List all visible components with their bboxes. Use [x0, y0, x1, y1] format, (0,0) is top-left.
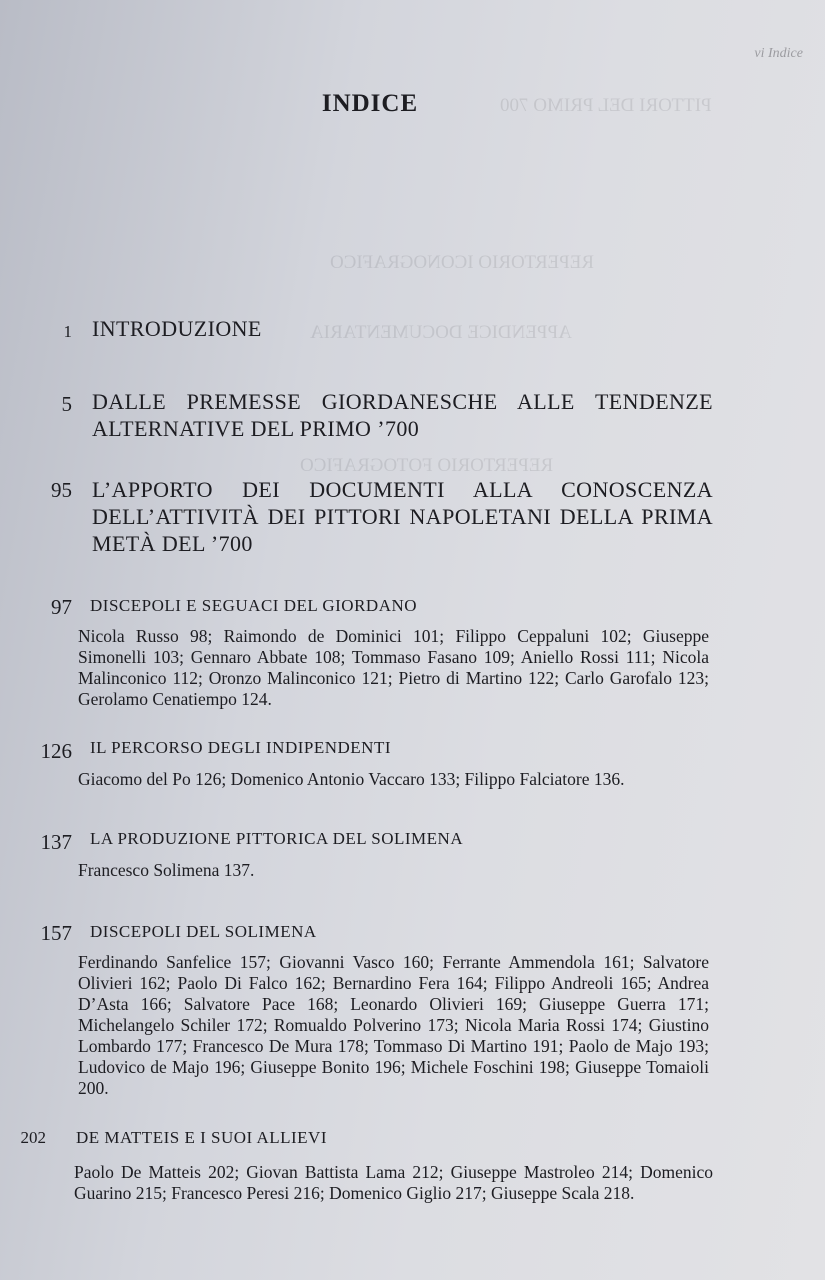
subsection-title-solimena: LA PRODUZIONE PITTORICA DEL SOLIMENA	[90, 829, 464, 848]
subsection-names: Giacomo del Po 126; Domenico Antonio Vaccaro 133; Filippo Falciatore 136.	[78, 769, 625, 789]
subsection-page-number: 137	[40, 830, 72, 854]
page-title: INDICE	[321, 90, 419, 117]
subsection-page-number: 202	[20, 1128, 46, 1147]
show-through-text: PITTORI DEL PRIMO 700	[500, 95, 712, 116]
running-head: vi Indice	[754, 46, 803, 61]
subsection-title-discepoli-giordano: DISCEPOLI E SEGUACI DEL GIORDANO	[90, 596, 418, 615]
subsection-names: Nicola Russo 98; Raimondo de Dominici 101; Filippo Ceppaluni 102; Giuseppe Simonelli 103; Gennaro Abbate 108; Tommaso Fasano 109; Aniello Rossi 111; Nicola Malinconico 112; Oronzo Malinconico 121; Pietro di Martino 122; Carlo Garofalo 123; Gerolamo Cenatiempo 124.	[78, 626, 709, 709]
show-through-text: REPERTORIO ICONOGRAFICO	[330, 252, 595, 273]
subsection-page-number: 126	[40, 739, 72, 763]
entry-page-number: 95	[51, 478, 72, 502]
entry-title-introduzione: INTRODUZIONE	[92, 316, 262, 341]
subsection-names: Paolo De Matteis 202; Giovan Battista Lama 212; Giuseppe Mastroleo 214; Domenico Guarino 215; Francesco Peresi 216; Domenico Giglio 217; Giuseppe Scala 218.	[74, 1162, 713, 1203]
subsection-names: Ferdinando Sanfelice 157; Giovanni Vasco 160; Ferrante Ammendola 161; Salvatore Olivieri 162; Paolo Di Falco 162; Bernardino Fera 164; Filippo Andreoli 165; Andrea D’Asta 166; Salvatore Pace 168; Leonardo Olivieri 169; Giuseppe Guerra 171; Michelangelo Schiler 172; Romualdo Polverino 173; Nicola Maria Rossi 174; Giustino Lombardo 177; Francesco De Mura 178; Tommaso Di Martino 191; Paolo de Majo 193; Ludovico de Majo 196; Giuseppe Bonito 196; Michele Foschini 198; Giuseppe Tomaioli 200.	[78, 952, 709, 1098]
subsection-title-de-matteis: DE MATTEIS E I SUOI ALLIEVI	[76, 1128, 327, 1147]
subsection-title-discepoli-solimena: DISCEPOLI DEL SOLIMENA	[90, 922, 317, 941]
show-through-text: APPENDICE DOCUMENTARIA	[310, 322, 572, 343]
show-through-text: REPERTORIO FOTOGRAFICO	[300, 455, 554, 476]
subsection-title-indipendenti: IL PERCORSO DEGLI INDIPENDENTI	[90, 738, 391, 757]
entry-page-number: 1	[63, 322, 72, 341]
subsection-names: Francesco Solimena 137.	[78, 860, 255, 880]
entry-title-premesse: DALLE PREMESSE GIORDANESCHE ALLE TENDENZE ALTERNATIVE DEL PRIMO ’700	[92, 389, 713, 441]
subsection-page-number: 157	[40, 921, 72, 945]
entry-title-apporto: L’APPORTO DEI DOCUMENTI ALLA CONOSCENZA DELL’ATTIVITÀ DEI PITTORI NAPOLETANI DELLA PRIMA METÀ DEL ’700	[92, 477, 713, 556]
subsection-page-number: 97	[51, 595, 72, 619]
entry-page-number: 5	[61, 392, 72, 416]
